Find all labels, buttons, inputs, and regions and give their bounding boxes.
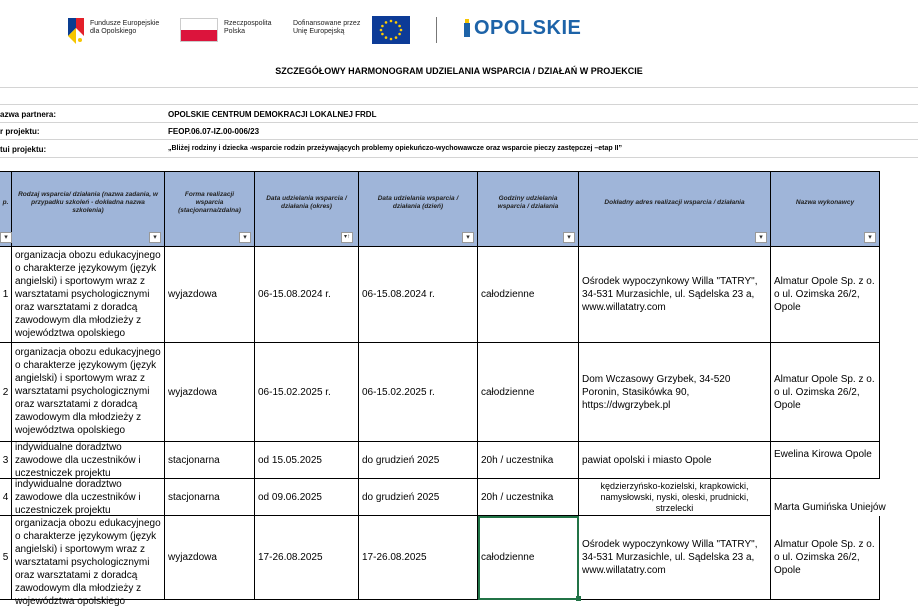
row2-okres[interactable]: 06-15.02.2025 r.	[255, 343, 359, 442]
eu-flag-icon	[372, 16, 410, 44]
row4-rodzaj[interactable]: indywidualne doradztwo zawodowe dla uczestników i uczestniczek projektu	[12, 479, 165, 516]
col-header-adres[interactable]: Dokładny adres realizacji wsparcia / działania	[579, 172, 771, 246]
col-header-godziny[interactable]: Godziny udzielania wsparcia / działania	[478, 172, 579, 246]
grid-line	[0, 104, 918, 105]
filter-dropdown-icon[interactable]: ▾	[239, 232, 251, 243]
row4-okres[interactable]: od 09.06.2025	[255, 479, 359, 516]
col-header-wykonawca[interactable]: Nazwa wykonawcy	[771, 172, 880, 246]
row2-godziny[interactable]: całodzienne	[478, 343, 579, 442]
row2-forma[interactable]: wyjazdowa	[165, 343, 255, 442]
project-number-value[interactable]: FEOP.06.07-IZ.00-006/23	[168, 127, 260, 136]
fundusze-europejskie-logo-icon	[66, 14, 86, 48]
col-header-forma[interactable]: Forma realizacji wsparcia (stacjonarna/zdalna)	[165, 172, 255, 246]
sort-filter-icon[interactable]: ▾↑	[341, 232, 353, 243]
fill-handle[interactable]	[576, 596, 581, 601]
col-header-rodzaj[interactable]: Rodzaj wsparcia/ działania (nazwa zadania, w przypadku szkoleń - dokładna nazwa szkolenia)	[12, 172, 165, 246]
row4-forma[interactable]: stacjonarna	[165, 479, 255, 516]
row5-okres[interactable]: 17-26.08.2025	[255, 516, 359, 600]
row3-rodzaj[interactable]: indywidualne doradztwo zawodowe dla uczestników i uczestniczek projektu	[12, 442, 165, 479]
row5-godziny-selected-cell[interactable]: całodzienne	[478, 516, 579, 600]
fundusze-europejskie-label: Fundusze Europejskie dla Opolskiego	[90, 20, 160, 35]
row1-okres[interactable]: 06-15.08.2024 r.	[255, 247, 359, 343]
row3-dzien[interactable]: do grudzień 2025	[359, 442, 478, 479]
row1-godziny[interactable]: całodzienne	[478, 247, 579, 343]
project-title-value[interactable]: „Bliżej rodziny i dziecka -wsparcie rodzin przeżywających problemy opiekuńczo-wychowawcze oraz wsparcie pieczy zastępczej –etap II”	[168, 145, 622, 152]
filter-dropdown-icon[interactable]: ▾	[864, 232, 876, 243]
row5-lp[interactable]: 5	[0, 516, 12, 600]
opolskie-logo: OPOLSKIE	[462, 17, 581, 40]
row3-adres[interactable]: pawiat opolski i miasto Opole	[579, 442, 771, 479]
row5-dzien[interactable]: 17-26.08.2025	[359, 516, 478, 600]
row1-dzien[interactable]: 06-15.08.2024 r.	[359, 247, 478, 343]
col-header-lp[interactable]: p.	[0, 172, 12, 246]
row3-lp[interactable]: 3	[0, 442, 12, 479]
project-title-label[interactable]: tui projektu:	[0, 145, 47, 154]
row1-wykonawca[interactable]: Almatur Opole Sp. z o. o ul. Ozimska 26/2, Opole	[771, 247, 880, 343]
row2-rodzaj[interactable]: organizacja obozu edukacyjnego o charakterze językowym (język angielski) i sportowym wraz z warsztatami psychologicznymi oraz warsztatami z doradcą zawodowym dla młodzieży z województwa opolskiego	[12, 343, 165, 442]
row3-wykonawca[interactable]: Ewelina Kirowa Opole	[771, 442, 880, 479]
row4-adres[interactable]: kędzierzyńsko-kozielski, krapkowicki, namysłowski, nyski, oleski, prudnicki, strzelecki	[579, 479, 771, 516]
row5-adres[interactable]: Ośrodek wypoczynkowy Willa "TATRY", 34-531 Murzasichle, ul. Sądelska 23 a, www.willatatry.com	[579, 516, 771, 600]
project-number-label[interactable]: r projektu:	[0, 127, 40, 136]
logo-divider	[436, 17, 437, 43]
row5-forma[interactable]: wyjazdowa	[165, 516, 255, 600]
col-header-dzien[interactable]: Data udzielania wsparcia / działania (dzień)	[359, 172, 478, 246]
row4-wykonawca[interactable]: Marta Gumińska Uniejów	[774, 502, 886, 513]
poland-flag-icon	[180, 18, 218, 42]
filter-dropdown-icon[interactable]: ▾	[563, 232, 575, 243]
row2-dzien[interactable]: 06-15.02.2025 r.	[359, 343, 478, 442]
ue-label: Dofinansowane przez Unię Europejską	[293, 20, 361, 35]
row4-godziny[interactable]: 20h / uczestnika	[478, 479, 579, 516]
grid-line	[0, 122, 918, 123]
filter-dropdown-icon[interactable]: ▾	[462, 232, 474, 243]
grid-line	[0, 87, 918, 88]
row1-forma[interactable]: wyjazdowa	[165, 247, 255, 343]
row3-okres[interactable]: od 15.05.2025	[255, 442, 359, 479]
row4-lp[interactable]: 4	[0, 479, 12, 516]
row1-lp[interactable]: 1	[0, 247, 12, 343]
col-header-okres[interactable]: Data udzielania wsparcia / działania (okres)	[255, 172, 359, 246]
row3-godziny[interactable]: 20h / uczestnika	[478, 442, 579, 479]
row3-forma[interactable]: stacjonarna	[165, 442, 255, 479]
row5-rodzaj[interactable]: organizacja obozu edukacyjnego o charakterze językowym (język angielski) i sportowym wraz z warsztatami psychologicznymi oraz warsztatami z doradcą zawodowym dla młodzieży z województwa opolskiego	[12, 516, 165, 600]
partner-label[interactable]: azwa partnera:	[0, 110, 57, 119]
row2-adres[interactable]: Dom Wczasowy Grzybek, 34-520 Poronin, Stasikówka 90, https://dwgrzybek.pl	[579, 343, 771, 442]
row1-rodzaj[interactable]: organizacja obozu edukacyjnego o charakterze językowym (język angielski) i sportowym wraz z warsztatami psychologicznymi oraz warsztatami z doradcą zawodowym dla młodzieży z województwa opolskiego	[12, 247, 165, 343]
row2-wykonawca[interactable]: Almatur Opole Sp. z o. o ul. Ozimska 26/2, Opole	[771, 343, 880, 442]
row4-dzien[interactable]: do grudzień 2025	[359, 479, 478, 516]
sheet-title: SZCZEGÓŁOWY HARMONOGRAM UDZIELANIA WSPARCIA / DZIAŁAŃ W PROJEKCIE	[275, 66, 643, 76]
grid-line	[0, 157, 918, 158]
rzeczpospolita-label: Rzeczpospolita Polska	[224, 20, 272, 35]
partner-value[interactable]: OPOLSKIE CENTRUM DEMOKRACJI LOKALNEJ FRDL	[168, 110, 377, 119]
filter-dropdown-icon[interactable]: ▾	[755, 232, 767, 243]
row2-lp[interactable]: 2	[0, 343, 12, 442]
filter-dropdown-icon[interactable]: ▾	[0, 232, 12, 243]
row5-wykonawca[interactable]: Almatur Opole Sp. z o. o ul. Ozimska 26/2, Opole	[771, 516, 880, 600]
row1-adres[interactable]: Ośrodek wypoczynkowy Willa "TATRY", 34-531 Murzasichle, ul. Sądelska 23 a, www.willatatry.com	[579, 247, 771, 343]
grid-line	[0, 139, 918, 140]
filter-dropdown-icon[interactable]: ▾	[149, 232, 161, 243]
